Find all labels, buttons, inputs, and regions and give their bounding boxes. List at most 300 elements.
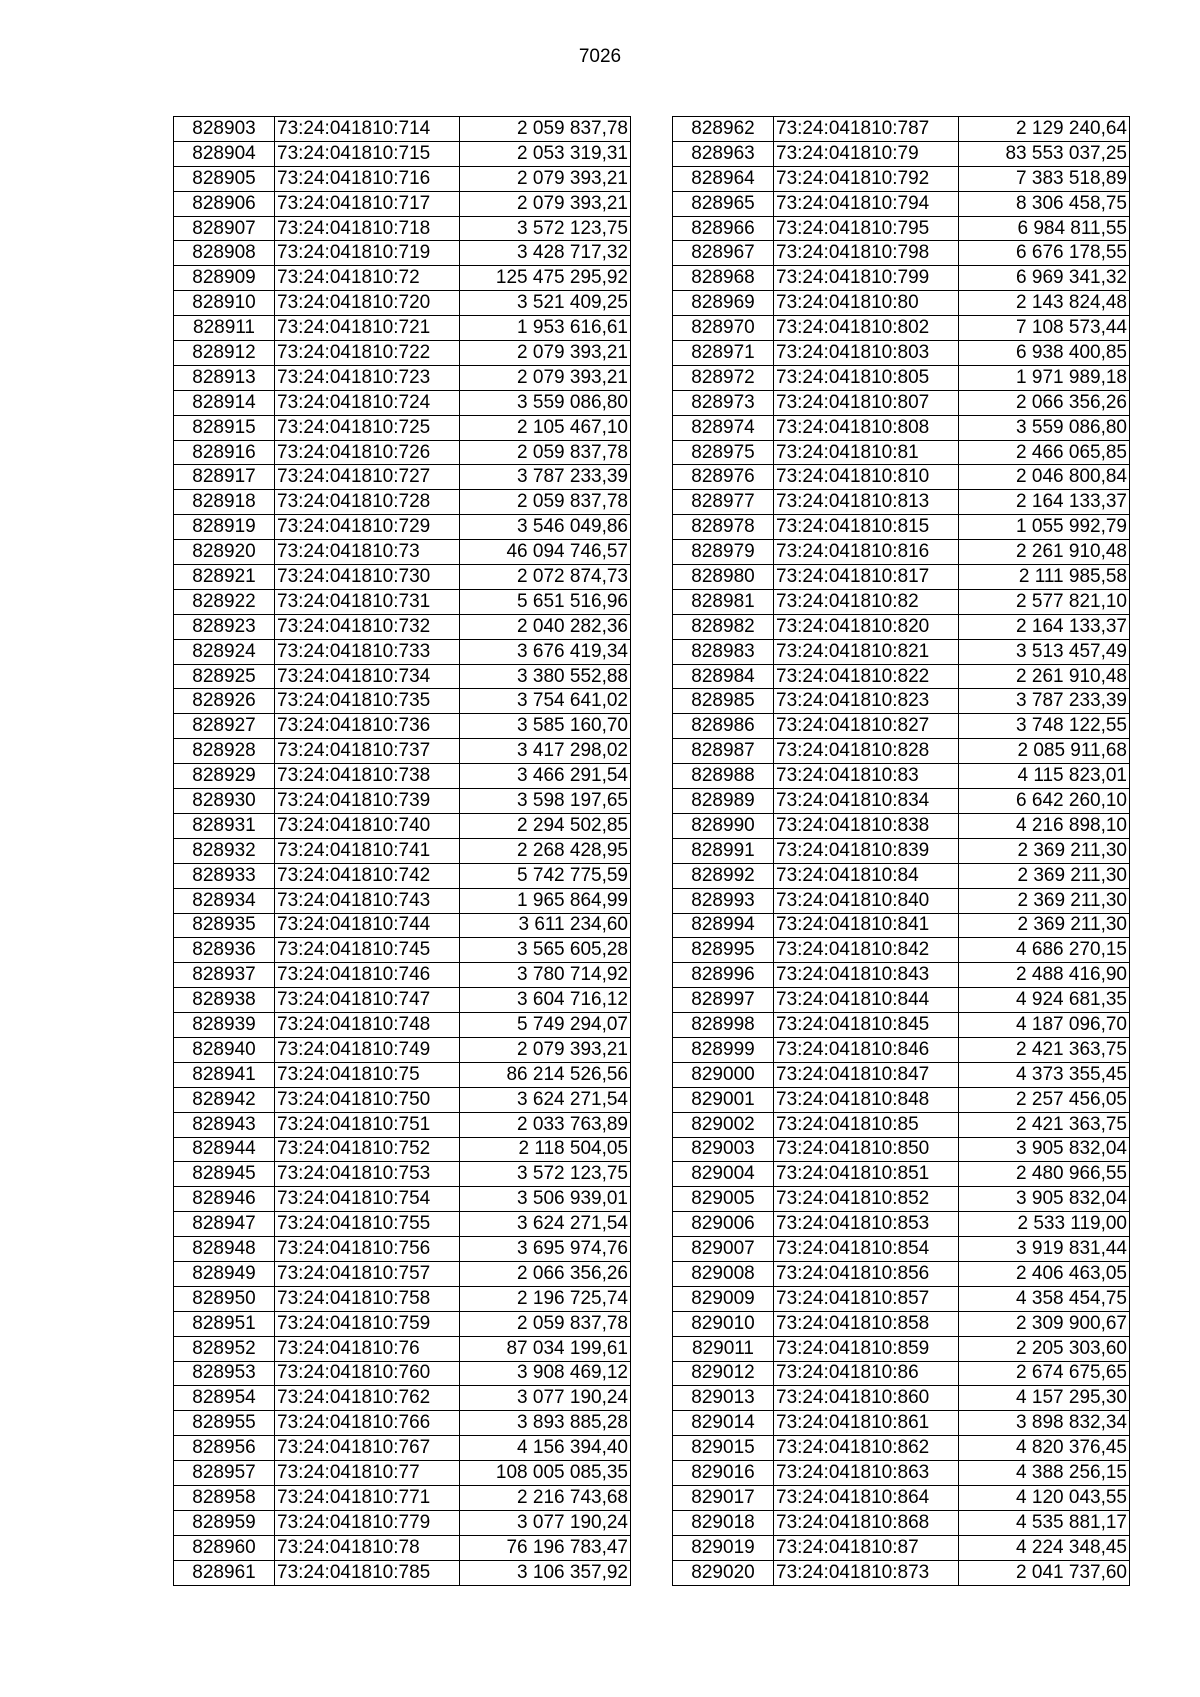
row-number-cell: 828923 xyxy=(174,614,275,639)
table-row xyxy=(174,117,631,142)
row-number-cell: 828970 xyxy=(673,316,774,341)
cadastral-number-cell: 73:24:041810:739 xyxy=(275,789,460,814)
cadastral-number-cell: 73:24:041810:733 xyxy=(275,639,460,664)
value-cell: 87 034 199,61 xyxy=(460,1336,631,1361)
value-cell: 2 129 240,64 xyxy=(959,117,1130,142)
row-number-cell: 828906 xyxy=(174,191,275,216)
table-row xyxy=(673,166,1130,191)
table-row xyxy=(174,689,631,714)
table-row xyxy=(174,1411,631,1436)
cadastral-number-cell: 73:24:041810:76 xyxy=(275,1336,460,1361)
cadastral-number-cell: 73:24:041810:857 xyxy=(774,1286,959,1311)
row-number-cell: 828967 xyxy=(673,241,774,266)
row-number-cell: 828981 xyxy=(673,589,774,614)
table-row xyxy=(673,241,1130,266)
cadastral-number-cell: 73:24:041810:843 xyxy=(774,963,959,988)
value-cell: 2 257 456,05 xyxy=(959,1087,1130,1112)
table-row xyxy=(174,1087,631,1112)
table-row xyxy=(174,1336,631,1361)
row-number-cell: 828982 xyxy=(673,614,774,639)
cadastral-number-cell: 73:24:041810:720 xyxy=(275,291,460,316)
row-number-cell: 828949 xyxy=(174,1261,275,1286)
value-cell: 2 369 211,30 xyxy=(959,863,1130,888)
cadastral-number-cell: 73:24:041810:726 xyxy=(275,440,460,465)
table-row xyxy=(174,1237,631,1262)
row-number-cell: 828950 xyxy=(174,1286,275,1311)
row-number-cell: 829016 xyxy=(673,1461,774,1486)
table-row xyxy=(174,465,631,490)
row-number-cell: 828932 xyxy=(174,838,275,863)
row-number-cell: 828994 xyxy=(673,913,774,938)
table-row xyxy=(174,838,631,863)
value-cell: 86 214 526,56 xyxy=(460,1062,631,1087)
cadastral-number-cell: 73:24:041810:760 xyxy=(275,1361,460,1386)
cadastral-number-cell: 73:24:041810:740 xyxy=(275,813,460,838)
row-number-cell: 829008 xyxy=(673,1261,774,1286)
table-row xyxy=(174,1436,631,1461)
row-number-cell: 828995 xyxy=(673,938,774,963)
value-cell: 3 754 641,02 xyxy=(460,689,631,714)
row-number-cell: 828969 xyxy=(673,291,774,316)
table-row xyxy=(174,714,631,739)
value-cell: 2 216 743,68 xyxy=(460,1485,631,1510)
row-number-cell: 828919 xyxy=(174,515,275,540)
value-cell: 5 651 516,96 xyxy=(460,589,631,614)
table-row xyxy=(673,764,1130,789)
value-cell: 3 559 086,80 xyxy=(460,390,631,415)
table-row xyxy=(673,1162,1130,1187)
row-number-cell: 828904 xyxy=(174,141,275,166)
row-number-cell: 828955 xyxy=(174,1411,275,1436)
cadastral-number-cell: 73:24:041810:749 xyxy=(275,1037,460,1062)
table-row xyxy=(673,988,1130,1013)
cadastral-number-cell: 73:24:041810:841 xyxy=(774,913,959,938)
value-cell: 2 164 133,37 xyxy=(959,490,1130,515)
value-cell: 3 905 832,04 xyxy=(959,1137,1130,1162)
value-cell: 2 309 900,67 xyxy=(959,1311,1130,1336)
table-row xyxy=(174,291,631,316)
table-row xyxy=(673,913,1130,938)
value-cell: 2 085 911,68 xyxy=(959,739,1130,764)
table-row xyxy=(673,1062,1130,1087)
value-cell: 4 156 394,40 xyxy=(460,1436,631,1461)
value-cell: 125 475 295,92 xyxy=(460,266,631,291)
table-row xyxy=(174,1535,631,1560)
row-number-cell: 828958 xyxy=(174,1485,275,1510)
row-number-cell: 828936 xyxy=(174,938,275,963)
table-row xyxy=(673,863,1130,888)
value-cell: 2 488 416,90 xyxy=(959,963,1130,988)
value-cell: 2 040 282,36 xyxy=(460,614,631,639)
value-cell: 4 535 881,17 xyxy=(959,1510,1130,1535)
row-number-cell: 828937 xyxy=(174,963,275,988)
value-cell: 3 908 469,12 xyxy=(460,1361,631,1386)
cadastral-number-cell: 73:24:041810:732 xyxy=(275,614,460,639)
table-row xyxy=(673,440,1130,465)
value-cell: 3 572 123,75 xyxy=(460,216,631,241)
cadastral-number-cell: 73:24:041810:743 xyxy=(275,888,460,913)
cadastral-number-cell: 73:24:041810:722 xyxy=(275,341,460,366)
row-number-cell: 828980 xyxy=(673,565,774,590)
value-cell: 3 919 831,44 xyxy=(959,1237,1130,1262)
row-number-cell: 829012 xyxy=(673,1361,774,1386)
cadastral-number-cell: 73:24:041810:851 xyxy=(774,1162,959,1187)
cadastral-number-cell: 73:24:041810:799 xyxy=(774,266,959,291)
table-row xyxy=(174,614,631,639)
table-row xyxy=(174,341,631,366)
cadastral-number-cell: 73:24:041810:755 xyxy=(275,1212,460,1237)
row-number-cell: 828957 xyxy=(174,1461,275,1486)
register-table-left xyxy=(173,116,631,1586)
table-row xyxy=(673,813,1130,838)
cadastral-number-cell: 73:24:041810:802 xyxy=(774,316,959,341)
row-number-cell: 828917 xyxy=(174,465,275,490)
row-number-cell: 829007 xyxy=(673,1237,774,1262)
row-number-cell: 828927 xyxy=(174,714,275,739)
cadastral-number-cell: 73:24:041810:762 xyxy=(275,1386,460,1411)
value-cell: 108 005 085,35 xyxy=(460,1461,631,1486)
table-row xyxy=(673,266,1130,291)
row-number-cell: 828956 xyxy=(174,1436,275,1461)
value-cell: 2 079 393,21 xyxy=(460,365,631,390)
cadastral-number-cell: 73:24:041810:767 xyxy=(275,1436,460,1461)
value-cell: 3 380 552,88 xyxy=(460,664,631,689)
value-cell: 2 059 837,78 xyxy=(460,490,631,515)
value-cell: 2 072 874,73 xyxy=(460,565,631,590)
value-cell: 2 480 966,55 xyxy=(959,1162,1130,1187)
table-row xyxy=(174,390,631,415)
value-cell: 2 164 133,37 xyxy=(959,614,1130,639)
value-cell: 2 079 393,21 xyxy=(460,1037,631,1062)
value-cell: 3 748 122,55 xyxy=(959,714,1130,739)
table-row xyxy=(174,490,631,515)
value-cell: 7 383 518,89 xyxy=(959,166,1130,191)
table-row xyxy=(673,216,1130,241)
cadastral-number-cell: 73:24:041810:727 xyxy=(275,465,460,490)
value-cell: 1 971 989,18 xyxy=(959,365,1130,390)
table-row xyxy=(174,1286,631,1311)
row-number-cell: 828959 xyxy=(174,1510,275,1535)
row-number-cell: 828951 xyxy=(174,1311,275,1336)
table-row xyxy=(174,1261,631,1286)
table-row xyxy=(673,963,1130,988)
table-row xyxy=(174,415,631,440)
row-number-cell: 828964 xyxy=(673,166,774,191)
value-cell: 6 938 400,85 xyxy=(959,341,1130,366)
row-number-cell: 828903 xyxy=(174,117,275,142)
table-row xyxy=(174,739,631,764)
table-row xyxy=(673,789,1130,814)
table-row xyxy=(174,589,631,614)
cadastral-number-cell: 73:24:041810:754 xyxy=(275,1187,460,1212)
table-row xyxy=(174,565,631,590)
cadastral-number-cell: 73:24:041810:862 xyxy=(774,1436,959,1461)
row-number-cell: 828935 xyxy=(174,913,275,938)
row-number-cell: 829014 xyxy=(673,1411,774,1436)
table-row xyxy=(673,1411,1130,1436)
cadastral-number-cell: 73:24:041810:725 xyxy=(275,415,460,440)
table-row xyxy=(673,1436,1130,1461)
row-number-cell: 828916 xyxy=(174,440,275,465)
value-cell: 4 157 295,30 xyxy=(959,1386,1130,1411)
row-number-cell: 828945 xyxy=(174,1162,275,1187)
cadastral-number-cell: 73:24:041810:873 xyxy=(774,1560,959,1585)
table-row xyxy=(174,1361,631,1386)
cadastral-number-cell: 73:24:041810:844 xyxy=(774,988,959,1013)
cadastral-number-cell: 73:24:041810:868 xyxy=(774,1510,959,1535)
row-number-cell: 828940 xyxy=(174,1037,275,1062)
value-cell: 3 506 939,01 xyxy=(460,1187,631,1212)
table-row xyxy=(174,764,631,789)
value-cell: 2 205 303,60 xyxy=(959,1336,1130,1361)
table-row xyxy=(673,1361,1130,1386)
cadastral-number-cell: 73:24:041810:716 xyxy=(275,166,460,191)
cadastral-number-cell: 73:24:041810:854 xyxy=(774,1237,959,1262)
cadastral-number-cell: 73:24:041810:850 xyxy=(774,1137,959,1162)
value-cell: 2 196 725,74 xyxy=(460,1286,631,1311)
cadastral-number-cell: 73:24:041810:795 xyxy=(774,216,959,241)
row-number-cell: 828992 xyxy=(673,863,774,888)
cadastral-number-cell: 73:24:041810:745 xyxy=(275,938,460,963)
table-row xyxy=(673,365,1130,390)
table-row xyxy=(673,1535,1130,1560)
cadastral-number-cell: 73:24:041810:721 xyxy=(275,316,460,341)
row-number-cell: 829003 xyxy=(673,1137,774,1162)
table-row xyxy=(673,1510,1130,1535)
value-cell: 5 742 775,59 xyxy=(460,863,631,888)
value-cell: 2 421 363,75 xyxy=(959,1112,1130,1137)
row-number-cell: 828908 xyxy=(174,241,275,266)
value-cell: 76 196 783,47 xyxy=(460,1535,631,1560)
table-row xyxy=(174,365,631,390)
value-cell: 3 780 714,92 xyxy=(460,963,631,988)
row-number-cell: 828962 xyxy=(673,117,774,142)
value-cell: 4 924 681,35 xyxy=(959,988,1130,1013)
table-row xyxy=(673,490,1130,515)
cadastral-number-cell: 73:24:041810:820 xyxy=(774,614,959,639)
row-number-cell: 828947 xyxy=(174,1212,275,1237)
table-row xyxy=(174,789,631,814)
cadastral-number-cell: 73:24:041810:86 xyxy=(774,1361,959,1386)
value-cell: 6 676 178,55 xyxy=(959,241,1130,266)
row-number-cell: 828960 xyxy=(174,1535,275,1560)
cadastral-number-cell: 73:24:041810:723 xyxy=(275,365,460,390)
table-row xyxy=(673,1485,1130,1510)
table-row xyxy=(174,316,631,341)
value-cell: 2 261 910,48 xyxy=(959,540,1130,565)
value-cell: 2 261 910,48 xyxy=(959,664,1130,689)
row-number-cell: 828974 xyxy=(673,415,774,440)
table-row xyxy=(174,963,631,988)
value-cell: 2 033 763,89 xyxy=(460,1112,631,1137)
cadastral-number-cell: 73:24:041810:718 xyxy=(275,216,460,241)
table-row xyxy=(174,1560,631,1585)
cadastral-number-cell: 73:24:041810:838 xyxy=(774,813,959,838)
value-cell: 2 268 428,95 xyxy=(460,838,631,863)
row-number-cell: 828953 xyxy=(174,1361,275,1386)
table-row xyxy=(174,540,631,565)
table-row xyxy=(673,515,1130,540)
cadastral-number-cell: 73:24:041810:794 xyxy=(774,191,959,216)
row-number-cell: 828931 xyxy=(174,813,275,838)
value-cell: 3 106 357,92 xyxy=(460,1560,631,1585)
cadastral-number-cell: 73:24:041810:852 xyxy=(774,1187,959,1212)
cadastral-number-cell: 73:24:041810:815 xyxy=(774,515,959,540)
table-row xyxy=(673,1013,1130,1038)
cadastral-number-cell: 73:24:041810:719 xyxy=(275,241,460,266)
table-row xyxy=(673,1286,1130,1311)
row-number-cell: 828944 xyxy=(174,1137,275,1162)
row-number-cell: 829017 xyxy=(673,1485,774,1510)
table-row xyxy=(673,938,1130,963)
table-row xyxy=(174,913,631,938)
cadastral-number-cell: 73:24:041810:714 xyxy=(275,117,460,142)
row-number-cell: 828941 xyxy=(174,1062,275,1087)
row-number-cell: 829010 xyxy=(673,1311,774,1336)
table-row xyxy=(673,1037,1130,1062)
row-number-cell: 828978 xyxy=(673,515,774,540)
cadastral-number-cell: 73:24:041810:839 xyxy=(774,838,959,863)
row-number-cell: 828929 xyxy=(174,764,275,789)
cadastral-number-cell: 73:24:041810:731 xyxy=(275,589,460,614)
cadastral-number-cell: 73:24:041810:756 xyxy=(275,1237,460,1262)
value-cell: 3 787 233,39 xyxy=(460,465,631,490)
row-number-cell: 828987 xyxy=(673,739,774,764)
cadastral-number-cell: 73:24:041810:746 xyxy=(275,963,460,988)
table-row xyxy=(673,316,1130,341)
value-cell: 3 695 974,76 xyxy=(460,1237,631,1262)
value-cell: 4 115 823,01 xyxy=(959,764,1130,789)
value-cell: 2 079 393,21 xyxy=(460,191,631,216)
table-row xyxy=(174,1212,631,1237)
cadastral-number-cell: 73:24:041810:752 xyxy=(275,1137,460,1162)
value-cell: 1 953 616,61 xyxy=(460,316,631,341)
cadastral-number-cell: 73:24:041810:81 xyxy=(774,440,959,465)
value-cell: 1 965 864,99 xyxy=(460,888,631,913)
table-row xyxy=(673,714,1130,739)
row-number-cell: 829020 xyxy=(673,1560,774,1585)
cadastral-number-cell: 73:24:041810:787 xyxy=(774,117,959,142)
cadastral-number-cell: 73:24:041810:807 xyxy=(774,390,959,415)
value-cell: 2 059 837,78 xyxy=(460,1311,631,1336)
cadastral-number-cell: 73:24:041810:80 xyxy=(774,291,959,316)
cadastral-number-cell: 73:24:041810:771 xyxy=(275,1485,460,1510)
cadastral-number-cell: 73:24:041810:785 xyxy=(275,1560,460,1585)
row-number-cell: 828961 xyxy=(174,1560,275,1585)
row-number-cell: 829019 xyxy=(673,1535,774,1560)
row-number-cell: 828988 xyxy=(673,764,774,789)
value-cell: 46 094 746,57 xyxy=(460,540,631,565)
table-row xyxy=(673,117,1130,142)
value-cell: 2 577 821,10 xyxy=(959,589,1130,614)
table-row xyxy=(174,1510,631,1535)
row-number-cell: 829011 xyxy=(673,1336,774,1361)
value-cell: 2 369 211,30 xyxy=(959,888,1130,913)
value-cell: 3 565 605,28 xyxy=(460,938,631,963)
cadastral-number-cell: 73:24:041810:79 xyxy=(774,141,959,166)
row-number-cell: 828925 xyxy=(174,664,275,689)
table-row xyxy=(174,241,631,266)
value-cell: 4 686 270,15 xyxy=(959,938,1130,963)
table-row xyxy=(174,1485,631,1510)
table-row xyxy=(174,515,631,540)
cadastral-number-cell: 73:24:041810:735 xyxy=(275,689,460,714)
register-table-right-body xyxy=(673,117,1130,1586)
row-number-cell: 829018 xyxy=(673,1510,774,1535)
cadastral-number-cell: 73:24:041810:840 xyxy=(774,888,959,913)
value-cell: 3 898 832,34 xyxy=(959,1411,1130,1436)
row-number-cell: 828907 xyxy=(174,216,275,241)
table-row xyxy=(673,465,1130,490)
row-number-cell: 828954 xyxy=(174,1386,275,1411)
table-row xyxy=(174,888,631,913)
value-cell: 2 674 675,65 xyxy=(959,1361,1130,1386)
value-cell: 2 533 119,00 xyxy=(959,1212,1130,1237)
cadastral-number-cell: 73:24:041810:738 xyxy=(275,764,460,789)
cadastral-number-cell: 73:24:041810:78 xyxy=(275,1535,460,1560)
value-cell: 3 559 086,80 xyxy=(959,415,1130,440)
value-cell: 6 642 260,10 xyxy=(959,789,1130,814)
cadastral-number-cell: 73:24:041810:715 xyxy=(275,141,460,166)
table-row xyxy=(174,1386,631,1411)
table-row xyxy=(174,1162,631,1187)
row-number-cell: 828939 xyxy=(174,1013,275,1038)
value-cell: 1 055 992,79 xyxy=(959,515,1130,540)
cadastral-number-cell: 73:24:041810:85 xyxy=(774,1112,959,1137)
value-cell: 3 893 885,28 xyxy=(460,1411,631,1436)
row-number-cell: 828989 xyxy=(673,789,774,814)
value-cell: 4 216 898,10 xyxy=(959,813,1130,838)
row-number-cell: 828977 xyxy=(673,490,774,515)
value-cell: 5 749 294,07 xyxy=(460,1013,631,1038)
table-row xyxy=(174,639,631,664)
value-cell: 2 066 356,26 xyxy=(959,390,1130,415)
row-number-cell: 828983 xyxy=(673,639,774,664)
table-row xyxy=(673,614,1130,639)
row-number-cell: 828915 xyxy=(174,415,275,440)
value-cell: 3 572 123,75 xyxy=(460,1162,631,1187)
row-number-cell: 828973 xyxy=(673,390,774,415)
table-row xyxy=(174,1112,631,1137)
table-row xyxy=(673,390,1130,415)
table-row xyxy=(174,938,631,963)
value-cell: 6 969 341,32 xyxy=(959,266,1130,291)
value-cell: 3 466 291,54 xyxy=(460,764,631,789)
row-number-cell: 828910 xyxy=(174,291,275,316)
value-cell: 8 306 458,75 xyxy=(959,191,1130,216)
row-number-cell: 829000 xyxy=(673,1062,774,1087)
table-row xyxy=(174,1461,631,1486)
table-row xyxy=(673,1137,1130,1162)
table-row xyxy=(673,1187,1130,1212)
table-row xyxy=(673,540,1130,565)
row-number-cell: 828984 xyxy=(673,664,774,689)
value-cell: 2 294 502,85 xyxy=(460,813,631,838)
row-number-cell: 828993 xyxy=(673,888,774,913)
table-row xyxy=(673,1386,1130,1411)
row-number-cell: 828942 xyxy=(174,1087,275,1112)
cadastral-number-cell: 73:24:041810:808 xyxy=(774,415,959,440)
cadastral-number-cell: 73:24:041810:792 xyxy=(774,166,959,191)
row-number-cell: 828991 xyxy=(673,838,774,863)
table-row xyxy=(174,191,631,216)
cadastral-number-cell: 73:24:041810:73 xyxy=(275,540,460,565)
cadastral-number-cell: 73:24:041810:717 xyxy=(275,191,460,216)
table-row xyxy=(174,141,631,166)
row-number-cell: 828913 xyxy=(174,365,275,390)
cadastral-number-cell: 73:24:041810:848 xyxy=(774,1087,959,1112)
cadastral-number-cell: 73:24:041810:842 xyxy=(774,938,959,963)
